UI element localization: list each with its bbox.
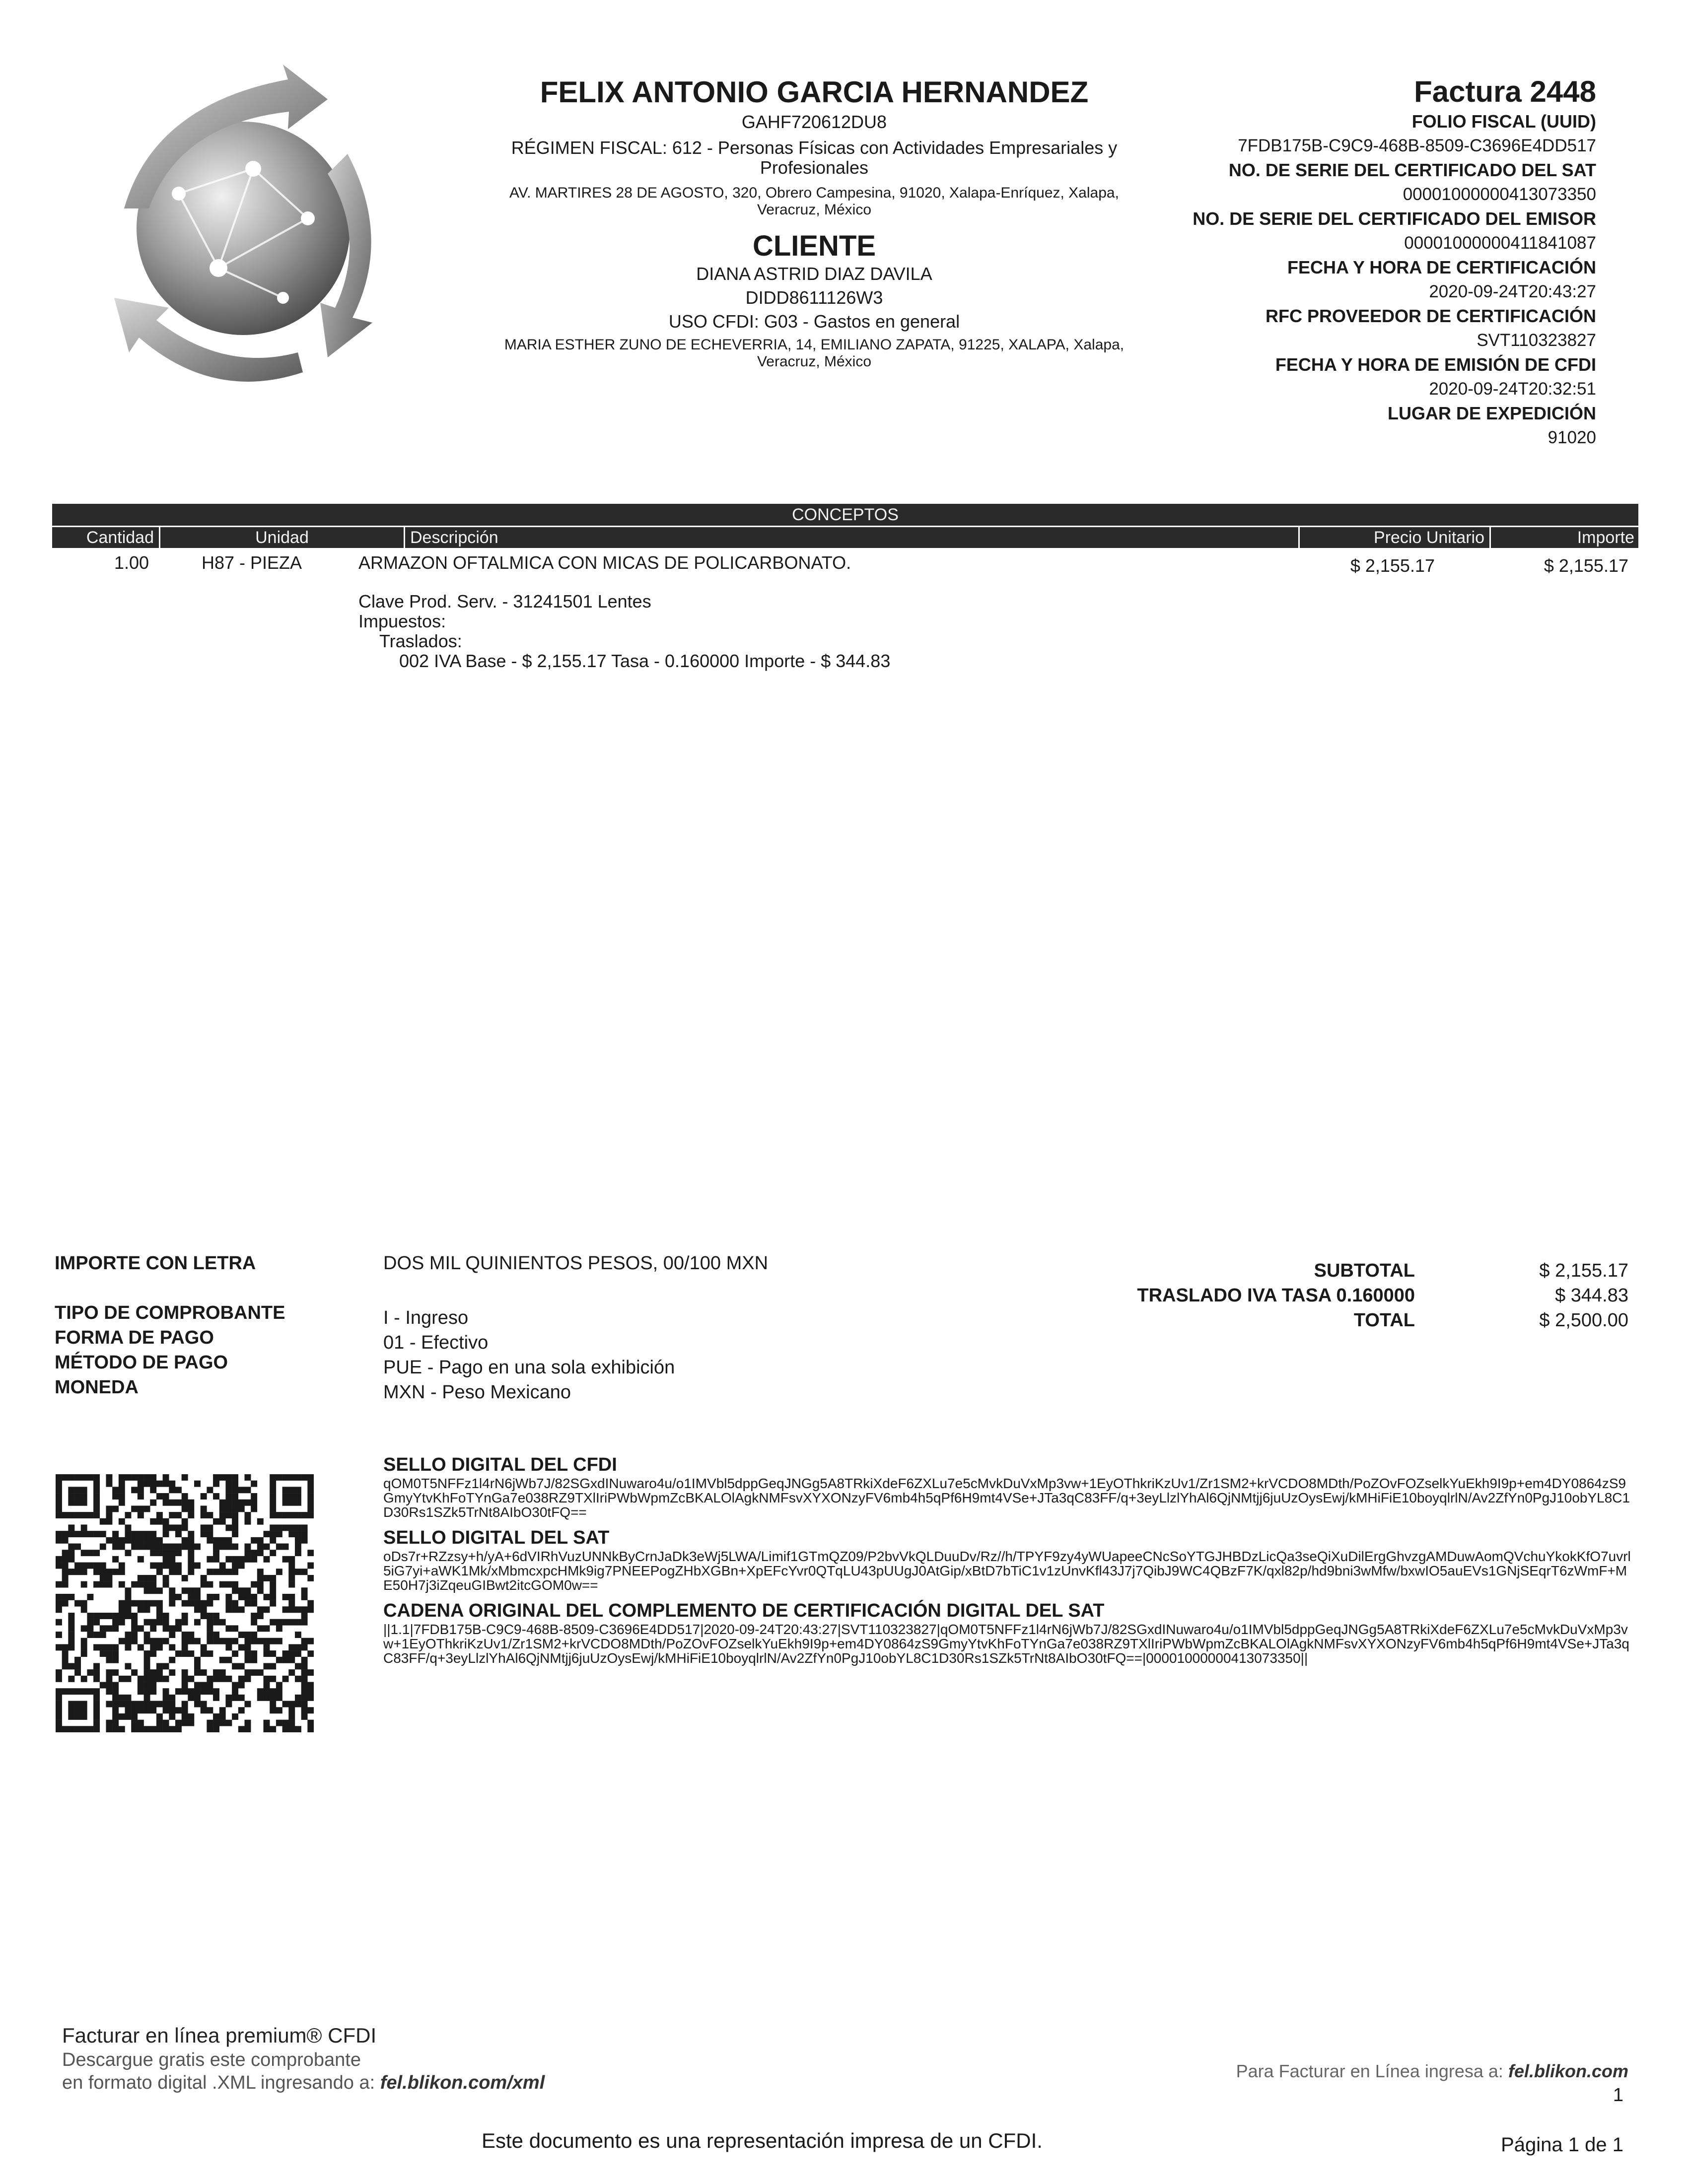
moneda-value: MXN - Peso Mexicano — [383, 1382, 571, 1403]
issuer-rfc: GAHF720612DU8 — [741, 112, 887, 132]
footer-page-number: 1 — [1613, 2085, 1623, 2106]
original-chain-title: CADENA ORIGINAL DEL COMPLEMENTO DE CERTIFICACIÓN DIGITAL DEL SAT — [383, 1600, 1105, 1621]
invoice-title: Factura 2448 — [1414, 75, 1596, 108]
payment-values — [383, 1251, 768, 1405]
issuer-address: AV. MARTIRES 28 DE AGOSTO, 320, Obrero Campesina, 91020, Xalapa-Enríquez, Xalapa, Veracruz, México — [509, 185, 1119, 218]
totals-labels — [1067, 1258, 1415, 1333]
footer-left — [62, 2023, 545, 2094]
row-details — [358, 592, 890, 671]
forma-label: FORMA DE PAGO — [55, 1327, 214, 1348]
payment-labels — [55, 1251, 285, 1400]
meta-label-place: LUGAR DE EXPEDICIÓN — [1387, 403, 1596, 423]
total-label: TOTAL — [1353, 1310, 1415, 1331]
meta-label-emission-date: FECHA Y HORA DE EMISIÓN DE CFDI — [1275, 354, 1596, 375]
footer-download-link[interactable]: fel.blikon.com/xml — [380, 2072, 545, 2093]
row-unit: H87 - PIEZA — [202, 552, 302, 573]
meta-label-cert-date: FECHA Y HORA DE CERTIFICACIÓN — [1287, 257, 1596, 277]
col-header-amount: Importe — [1577, 528, 1634, 547]
subtotal-value: $ 2,155.17 — [1539, 1260, 1628, 1281]
concepts-header-row — [52, 527, 1638, 548]
totals-values — [1479, 1258, 1628, 1333]
client-name: DIANA ASTRID DIAZ DAVILA — [696, 264, 932, 284]
row-tax-line: 002 IVA Base - $ 2,155.17 Tasa - 0.160000 Importe - $ 344.83 — [399, 651, 891, 671]
meta-label-uuid: FOLIO FISCAL (UUID) — [1411, 111, 1596, 132]
client-address: MARIA ESTHER ZUNO DE ECHEVERRIA, 14, EMILIANO ZAPATA, 91225, XALAPA, Xalapa, Veracruz, México — [504, 337, 1125, 370]
client-uso-cfdi: USO CFDI: G03 - Gastos en general — [668, 311, 960, 332]
qr-code-icon — [56, 1474, 314, 1732]
issuer-name: FELIX ANTONIO GARCIA HERNANDEZ — [540, 75, 1089, 109]
col-header-unit-price: Precio Unitario — [1300, 527, 1491, 548]
issuer-block — [437, 74, 1192, 370]
tipo-value: I - Ingreso — [383, 1307, 469, 1328]
footer-download-line2: en formato digital .XML ingresando a: — [62, 2072, 380, 2093]
row-description: ARMAZON OFTALMICA CON MICAS DE POLICARBONATO. — [358, 552, 851, 573]
row-amount: $ 2,155.17 — [1544, 555, 1628, 576]
meta-value-issuer-cert: 00001000000411841087 — [1404, 233, 1596, 253]
meta-value-cert-date: 2020-09-24T20:43:27 — [1429, 282, 1596, 301]
col-header-quantity: Cantidad — [52, 527, 160, 548]
row-impuestos: Impuestos: — [358, 611, 446, 631]
forma-value: 01 - Efectivo — [383, 1332, 489, 1353]
client-rfc: DIDD8611126W3 — [745, 287, 883, 308]
metodo-value: PUE - Pago en una sola exhibición — [383, 1357, 675, 1378]
footer-download-line1: Descargue gratis este comprobante — [62, 2049, 361, 2070]
meta-value-emission-date: 2020-09-24T20:32:51 — [1429, 379, 1596, 399]
row-unit-price: $ 2,155.17 — [1350, 555, 1435, 576]
subtotal-label: SUBTOTAL — [1314, 1260, 1415, 1281]
meta-value-provider-rfc: SVT110323827 — [1477, 331, 1596, 350]
row-clave: Clave Prod. Serv. - 31241501 Lentes — [358, 591, 651, 612]
meta-label-sat-cert: NO. DE SERIE DEL CERTIFICADO DEL SAT — [1228, 160, 1596, 180]
original-chain: ||1.1|7FDB175B-C9C9-468B-8509-C3696E4DD517|2020-09-24T20:43:27|SVT110323827|qOM0T5NFFz1l4rN6jWb7J/82SGxdINuwaro4u/o1IMVbl5dppGeqJNGg5A8TRkiXdeF6ZXLu7e5cMvkDuVxMp3vw+1EyOThkriKzUv1/Zr1SM2+krVCDO8MDth/PoZOvFOZselkYuEkh9I9p+em4DY0864zS9GmyYtvKhFoTYnGa7e038RZ9TXlIriPWbWpmZcBKALOlAgkNMFsvXYXONzyFV6mb4h5qPf6H9mt4VSe+JTa3qC83FF/q+3eyLlzlYhAl6QjNMtjj6juUzOysEwj/kMHiFiE10boyqlrlN/Av2ZfYn0PgJ10obYL8C1D30Rs1SZk5TrNt8AIbO30tFQ==|00001000000413073350|| — [383, 1622, 1629, 1666]
moneda-label: MONEDA — [55, 1377, 139, 1398]
importe-letra-value: DOS MIL QUINIENTOS PESOS, 00/100 MXN — [383, 1253, 769, 1274]
meta-label-issuer-cert: NO. DE SERIE DEL CERTIFICADO DEL EMISOR — [1193, 208, 1596, 229]
digital-stamps — [383, 1453, 1634, 1672]
meta-label-provider-rfc: RFC PROVEEDOR DE CERTIFICACIÓN — [1265, 306, 1596, 326]
tipo-label: TIPO DE COMPROBANTE — [55, 1302, 285, 1323]
concepts-title: CONCEPTOS — [52, 504, 1638, 526]
iva-label: TRASLADO IVA TASA 0.160000 — [1137, 1285, 1415, 1306]
footer-right-link[interactable]: fel.blikon.com — [1508, 2061, 1628, 2081]
issuer-regime: RÉGIMEN FISCAL: 612 - Personas Físicas con Actividades Empresariales y Profesionales — [511, 137, 1118, 178]
cfdi-stamp-title: SELLO DIGITAL DEL CFDI — [383, 1454, 617, 1475]
meta-value-place: 91020 — [1547, 428, 1596, 447]
footer-right-text: Para Facturar en Línea ingresa a: — [1236, 2061, 1508, 2081]
iva-value: $ 344.83 — [1555, 1285, 1628, 1306]
meta-value-sat-cert: 00001000000413073350 — [1403, 185, 1596, 204]
row-quantity: 1.00 — [114, 552, 149, 573]
sat-stamp: oDs7r+RZzsy+h/yA+6dVIRhVuzUNNkByCrnJaDk3eWj5LWA/Limif1GTmQZ09/P2bvVkQLDuuDv/Rz//h/TPYF9zy4yWUapeeCNcSoYTGJHBDzLicQa3seQiXuDilErgGhvzgAMDuwAomQVchuYkokKfO7uvrl5iG7yi+aWK1Mk/xMbmcxpcHMk9ig7PNEEPogZHbXGBn+XpEFcYvr0QTqLU43pUUgJ0AtGip/xBtD7bTiC1v1zUnvKfl43J7j7QibJ9WC4QBzF7K/qxl82p/hd9bni3wMfw/bxwIO5auEVs1GNjSEqrT6zWmF+ME50H7j3iZqeuGIBwt2itcGOM0w== — [383, 1549, 1631, 1593]
cfdi-stamp: qOM0T5NFFz1l4rN6jWb7J/82SGxdINuwaro4u/o1IMVbl5dppGeqJNGg5A8TRkiXdeF6ZXLu7e5cMvkDuVxMp3vw+1EyOThkriKzUv1/Zr1SM2+krVCDO8MDth/PoZOvFOZselkYuEkh9I9p+em4DY0864zS9GmyYtvKhFoTYnGa7e038RZ9TXlIriPWbWpmZcBKALOlAgkNMFsvXYXONzyFV6mb4h5qPf6H9mt4VSe+JTa3qC83FF/q+3eyLlzlYhAl6QjNMtjj6juUzOysEwj/kMHiFiE10boyqlrlN/Av2ZfYn0PgJ10obYL8C1D30Rs1SZk5TrNt8AIbO30tFQ== — [383, 1476, 1630, 1520]
col-header-unit: Unidad — [160, 527, 405, 548]
footer-page: Página 1 de 1 — [1501, 2134, 1623, 2156]
footer-brand: Facturar en línea premium® CFDI — [62, 2024, 377, 2047]
row-traslados: Traslados: — [379, 631, 462, 651]
footer-right — [1082, 2060, 1628, 2083]
company-logo — [94, 60, 392, 397]
sat-stamp-title: SELLO DIGITAL DEL SAT — [383, 1527, 610, 1548]
footer-representation: Este documento es una representación impresa de un CFDI. — [482, 2129, 1043, 2152]
metodo-label: MÉTODO DE PAGO — [55, 1352, 228, 1373]
total-value: $ 2,500.00 — [1539, 1310, 1628, 1331]
col-header-description: Descripción — [405, 527, 1300, 548]
client-heading: CLIENTE — [752, 230, 876, 262]
meta-value-uuid: 7FDB175B-C9C9-468B-8509-C3696E4DD517 — [1238, 136, 1596, 155]
invoice-meta — [1100, 74, 1596, 450]
importe-letra-label: IMPORTE CON LETRA — [55, 1253, 256, 1274]
